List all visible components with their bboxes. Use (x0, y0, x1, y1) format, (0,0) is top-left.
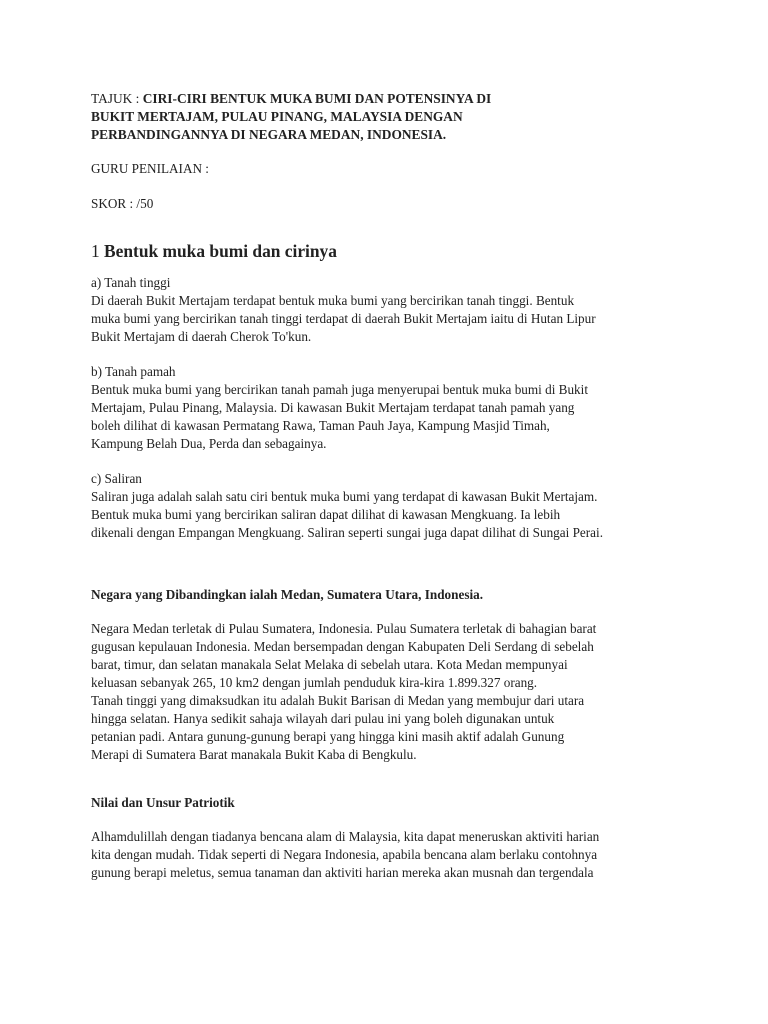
saliran-label: c) Saliran (91, 471, 142, 486)
tanah-pamah-line: Kampung Belah Dua, Perda dan sebagainya. (91, 436, 327, 451)
section-2-line: gugusan kepulauan Indonesia. Medan bersempadan dengan Kabupaten Deli Serdang di sebelah (91, 639, 594, 654)
tanah-tinggi-line: Bukit Mertajam di daerah Cherok To'kun. (91, 329, 312, 344)
tanah-tinggi-label: a) Tanah tinggi (91, 275, 171, 290)
saliran-line: dikenali dengan Empangan Mengkuang. Saliran seperti sungai juga dapat dilihat di Sungai Perai. (91, 525, 603, 540)
section-2-line: Merapi di Sumatera Barat manakala Bukit Kaba di Bengkulu. (91, 747, 417, 762)
saliran-line: Bentuk muka bumi yang bercirikan saliran dapat dilihat di kawasan Mengkuang. Ia lebih (91, 507, 561, 522)
document-page (91, 90, 691, 882)
tanah-tinggi-line: muka bumi yang bercirikan tanah tinggi terdapat di daerah Bukit Mertajam iaitu di Hutan Lipur (91, 311, 596, 326)
tanah-pamah-line: Mertajam, Pulau Pinang, Malaysia. Di kawasan Bukit Mertajam terdapat tanah pamah yang (91, 400, 575, 415)
document-title (91, 90, 691, 144)
skor: SKOR : /50 (91, 196, 154, 211)
section-2-line: barat, timur, dan selatan manakala Selat Melaka di sebelah utara. Kota Medan mempunyai (91, 657, 568, 672)
section-1-title: Bentuk muka bumi dan cirinya (104, 241, 337, 261)
title-text-2: BUKIT MERTAJAM, PULAU PINANG, MALAYSIA DENGAN (91, 109, 463, 124)
tajuk-label: TAJUK : (91, 91, 143, 106)
section-2-line: Tanah tinggi yang dimaksudkan itu adalah Bukit Barisan di Medan yang membujur dari utara (91, 693, 585, 708)
section-2-heading: Negara yang Dibandingkan ialah Medan, Sumatera Utara, Indonesia. (91, 587, 484, 602)
tanah-tinggi-block (91, 274, 691, 346)
section-2-body (91, 620, 691, 764)
section-3-line: kita dengan mudah. Tidak seperti di Negara Indonesia, apabila bencana alam berlaku contohnya (91, 847, 598, 862)
tanah-pamah-block (91, 363, 691, 453)
section-3-heading: Nilai dan Unsur Patriotik (91, 795, 235, 810)
title-text-3: PERBANDINGANNYA DI NEGARA MEDAN, INDONESIA. (91, 127, 447, 142)
section-3-body (91, 828, 691, 882)
section-3-line: Alhamdulillah dengan tiadanya bencana alam di Malaysia, kita dapat meneruskan aktiviti harian (91, 829, 600, 844)
guru-penilaian: GURU PENILAIAN : (91, 161, 209, 176)
section-2-line: petanian padi. Antara gunung-gunung berapi yang hingga kini masih aktif adalah Gunung (91, 729, 565, 744)
title-line-1 (91, 90, 691, 108)
saliran-line: Saliran juga adalah salah satu ciri bentuk muka bumi yang terdapat di kawasan Bukit Mertajam. (91, 489, 598, 504)
tanah-pamah-label: b) Tanah pamah (91, 364, 176, 379)
section-1-number: 1 (91, 241, 105, 261)
tanah-tinggi-line: Di daerah Bukit Mertajam terdapat bentuk muka bumi yang bercirikan tanah tinggi. Bentuk (91, 293, 575, 308)
section-2-line: hingga selatan. Hanya sedikit sahaja wilayah dari pulau ini yang boleh digunakan untuk (91, 711, 555, 726)
tanah-pamah-line: boleh dilihat di kawasan Permatang Rawa, Taman Pauh Jaya, Kampung Masjid Timah, (91, 418, 550, 433)
tanah-pamah-line: Bentuk muka bumi yang bercirikan tanah pamah juga menyerupai bentuk muka bumi di Bukit (91, 382, 588, 397)
saliran-block (91, 470, 691, 542)
section-1-heading (91, 240, 691, 262)
title-text-1: CIRI-CIRI BENTUK MUKA BUMI DAN POTENSINYA DI (142, 91, 492, 106)
section-3-line: gunung berapi meletus, semua tanaman dan aktiviti harian mereka akan musnah dan tergendala (91, 865, 594, 880)
section-2-line: Negara Medan terletak di Pulau Sumatera, Indonesia. Pulau Sumatera terletak di bahagian barat (91, 621, 597, 636)
section-2-line: keluasan sebanyak 265, 10 km2 dengan jumlah penduduk kira-kira 1.899.327 orang. (91, 675, 538, 690)
